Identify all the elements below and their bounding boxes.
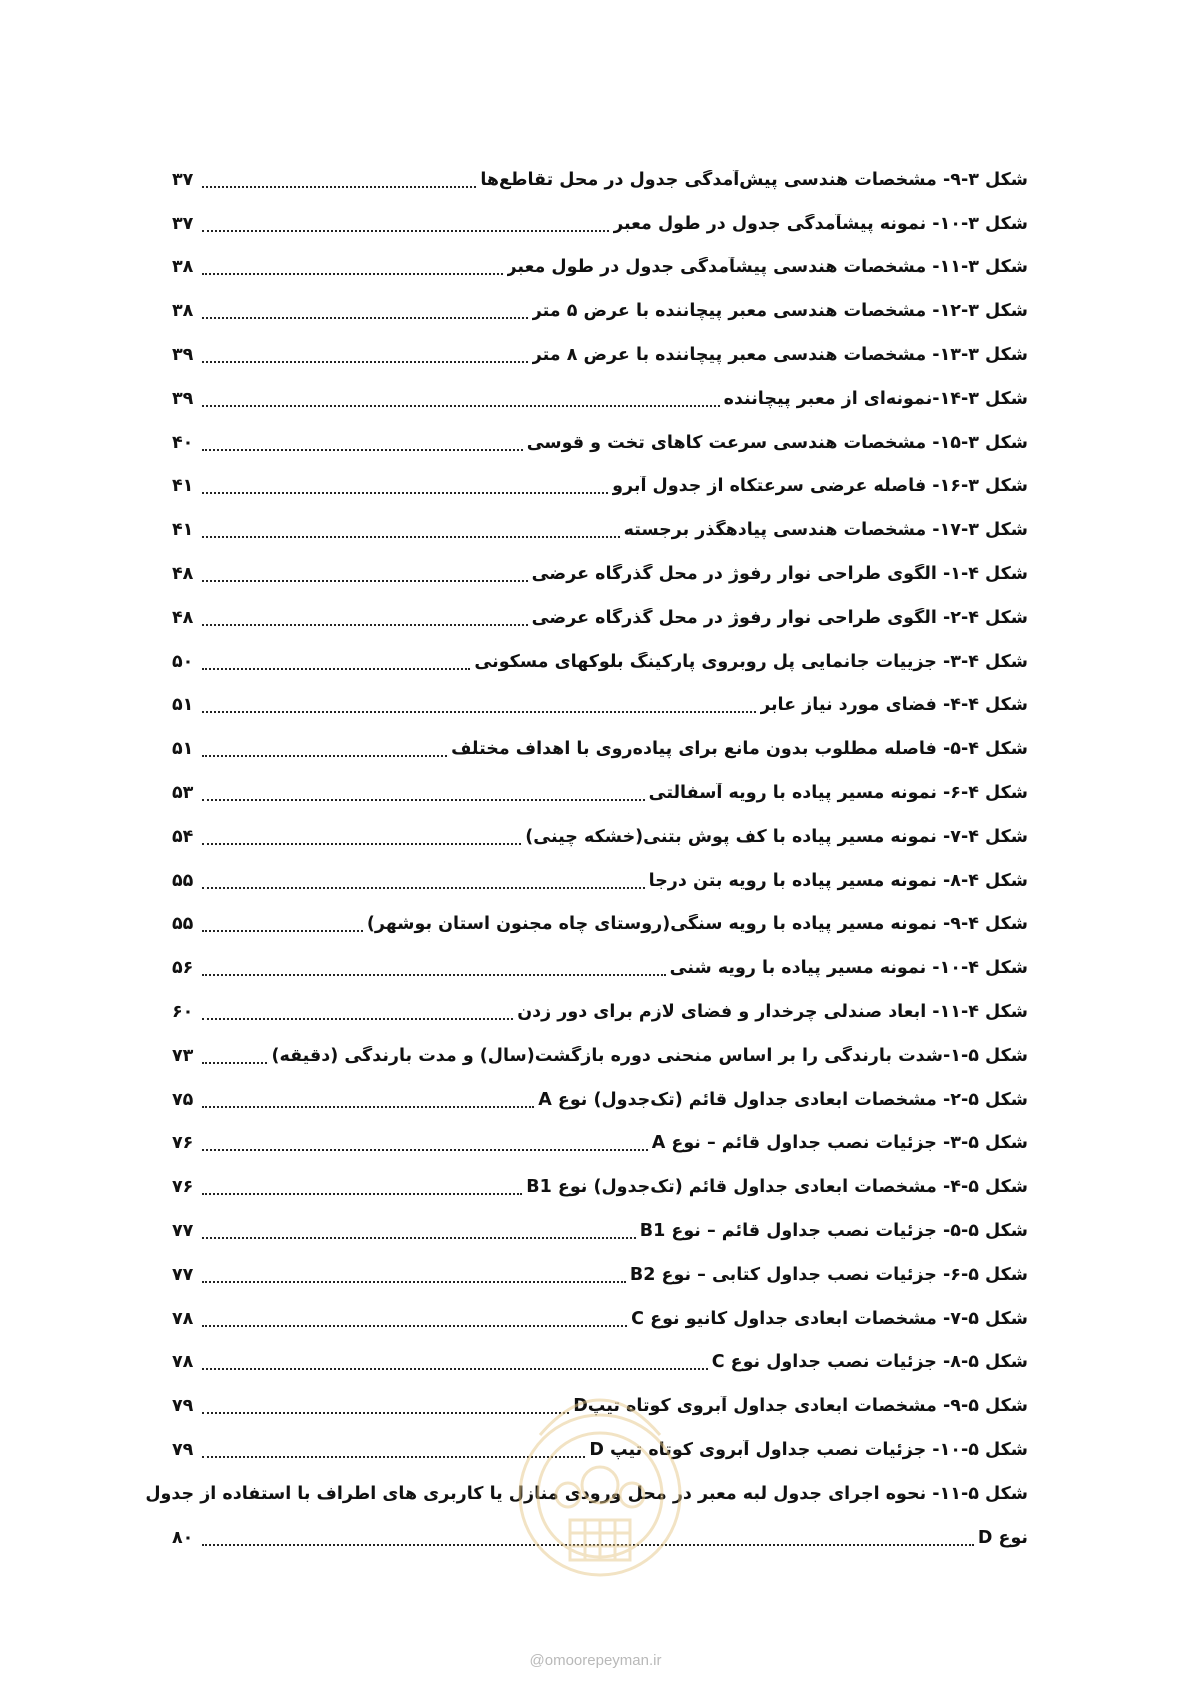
entry-page-number: ۷۶ — [172, 1177, 194, 1198]
entry-page-number: ۴۸ — [172, 564, 194, 585]
dot-leader — [202, 212, 609, 232]
entry-title: شکل ۵-۴- مشخصات ابعادی جداول قائم (تک‌جدول) نوع B1 — [526, 1177, 1028, 1198]
dot-leader — [202, 1263, 626, 1283]
dot-leader — [202, 1131, 648, 1151]
entry-title: شکل ۵-۷- مشخصات ابعادی جداول کانیو نوع C — [631, 1308, 1028, 1329]
dot-leader — [202, 693, 756, 713]
entry-title: شکل ۳-۱۶- فاصله عرضی سرعتکاه از جدول آبرو — [612, 476, 1028, 497]
entry-title: شکل ۴-۱۱- ابعاد صندلی چرخدار و فضای لازم برای دور زدن — [517, 1002, 1028, 1023]
dot-leader — [202, 474, 608, 494]
entry-page-number: ۳۸ — [172, 257, 194, 278]
entry-title: شکل ۴-۳- جزییات جانمایی پل روبروی پارکینگ بلوکهای مسکونی — [474, 651, 1028, 672]
entry-page-number: ۷۷ — [172, 1221, 194, 1242]
toc-entry[interactable] — [172, 552, 1028, 596]
entry-page-number: ۵۶ — [172, 958, 194, 979]
entry-page-number: ۵۵ — [172, 914, 194, 935]
entry-page-number: ۵۰ — [172, 651, 194, 672]
entry-page-number: ۴۱ — [172, 520, 194, 541]
entry-title: شکل ۴-۱- الگوی طراحی نوار رفوژ در محل گذرگاه عرضی — [531, 564, 1028, 585]
dot-leader — [202, 562, 528, 582]
toc-entry[interactable] — [172, 202, 1028, 246]
dot-leader — [202, 168, 476, 188]
entry-page-number: ۳۹ — [172, 345, 194, 366]
entry-page-number: ۷۸ — [172, 1308, 194, 1329]
dot-leader — [202, 869, 645, 889]
dot-leader — [202, 299, 528, 319]
toc-entry[interactable] — [172, 333, 1028, 377]
entry-page-number: ۵۳ — [172, 783, 194, 804]
dot-leader — [202, 1088, 534, 1108]
entry-title: شکل ۴-۲- الگوی طراحی نوار رفوژ در محل گذرگاه عرضی — [531, 607, 1028, 628]
entry-page-number: ۳۸ — [172, 301, 194, 322]
toc-entry[interactable] — [172, 1165, 1028, 1209]
entry-page-number: ۶۰ — [172, 1002, 194, 1023]
toc-entry[interactable] — [172, 1034, 1028, 1078]
toc-entry[interactable] — [172, 158, 1028, 202]
entry-page-number: ۷۳ — [172, 1045, 194, 1066]
toc-entry[interactable] — [172, 1122, 1028, 1166]
dot-leader — [202, 1044, 267, 1064]
entry-title: شکل ۴-۱۰- نمونه مسیر پیاده با رویه شنی — [669, 958, 1028, 979]
toc-entry[interactable] — [172, 815, 1028, 859]
toc-entry[interactable] — [172, 684, 1028, 728]
toc-entry[interactable] — [172, 1209, 1028, 1253]
dot-leader — [202, 737, 447, 757]
toc-entry[interactable] — [172, 1253, 1028, 1297]
dot-leader — [202, 1219, 636, 1239]
dot-leader — [202, 606, 528, 626]
dot-leader — [202, 1175, 522, 1195]
entry-page-number: ۷۷ — [172, 1264, 194, 1285]
entry-title: شکل ۵-۸- جزئیات نصب جداول نوع C — [711, 1352, 1028, 1373]
toc-entry[interactable] — [172, 465, 1028, 509]
entry-title: شکل ۵-۹- مشخصات ابعادی جداول آبروی کوتاه تیپD — [573, 1396, 1028, 1417]
entry-title: شکل ۵-۱۱- نحوه اجرای جدول لبه معبر در محل ورودی منازل یا کاربری های اطراف با استفاده از جدول — [145, 1483, 1028, 1504]
watermark-text: @omoorepeyman.ir — [529, 1652, 662, 1669]
entry-page-number: ۴۸ — [172, 607, 194, 628]
entry-page-number: ۳۷ — [172, 213, 194, 234]
entry-page-number: ۸۰ — [172, 1527, 194, 1548]
toc-entry[interactable] — [172, 246, 1028, 290]
entry-title: شکل ۴-۸- نمونه مسیر پیاده با رویه بتن درجا — [648, 870, 1028, 891]
entry-title: شکل ۳-۱۲- مشخصات هندسی معبر پیچاننده با عرض ۵ متر — [531, 301, 1028, 322]
dot-leader — [202, 912, 363, 932]
toc-entry[interactable] — [172, 1297, 1028, 1341]
toc-entry[interactable] — [172, 596, 1028, 640]
entry-title: شکل ۵-۱۰- جزئیات نصب جداول آبروی کوتاه تیپ D — [589, 1440, 1028, 1460]
dot-leader — [202, 956, 666, 976]
entry-page-number: ۳۹ — [172, 388, 194, 409]
entry-page-number: ۷۸ — [172, 1352, 194, 1373]
entry-title: شکل ۳-۱۷- مشخصات هندسی پیادهگذر برجسته — [623, 520, 1028, 541]
toc-entry[interactable] — [172, 421, 1028, 465]
entry-page-number: ۴۰ — [172, 432, 194, 453]
entry-title: شکل ۳-۱۵- مشخصات هندسی سرعت کاهای تخت و قوسی — [526, 432, 1028, 453]
toc-entry[interactable] — [172, 990, 1028, 1034]
toc-entry[interactable] — [172, 946, 1028, 990]
entry-page-number: ۷۶ — [172, 1133, 194, 1154]
toc-entry[interactable] — [172, 771, 1028, 815]
entry-title: شکل ۳-۱۰- نمونه پیشآمدگی جدول در طول معبر — [613, 213, 1028, 234]
seal-logo-icon — [500, 1345, 700, 1595]
entry-page-number: ۷۹ — [172, 1396, 194, 1417]
dot-leader — [202, 1000, 513, 1020]
toc-entry[interactable] — [172, 727, 1028, 771]
entry-page-number: ۴۱ — [172, 476, 194, 497]
dot-leader — [202, 431, 523, 451]
toc-entry[interactable] — [172, 903, 1028, 947]
entry-page-number: ۵۱ — [172, 739, 194, 760]
entry-title: شکل ۵-۳- جزئیات نصب جداول قائم – نوع A — [651, 1133, 1028, 1154]
dot-leader — [202, 387, 720, 407]
entry-title: شکل ۳-۹- مشخصات هندسی پیش‌آمدگی جدول در محل تقاطع‌ها — [480, 169, 1028, 190]
entry-page-number: ۷۹ — [172, 1440, 194, 1460]
entry-title: شکل ۳-۱۳- مشخصات هندسی معبر پیچاننده با عرض ۸ متر — [531, 345, 1028, 366]
dot-leader — [202, 518, 620, 538]
dot-leader — [202, 255, 503, 275]
dot-leader — [202, 650, 470, 670]
toc-entry[interactable] — [172, 289, 1028, 333]
toc-entry[interactable] — [172, 859, 1028, 903]
entry-title: شکل ۴-۵- فاصله مطلوب بدون مانع برای پیاده‌روی با اهداف مختلف — [451, 739, 1028, 760]
entry-title: شکل ۵-۵- جزئیات نصب جداول قائم – نوع B1 — [639, 1221, 1028, 1242]
dot-leader — [202, 825, 521, 845]
entry-title: شکل ۴-۹- نمونه مسیر پیاده با رویه سنگی(روستای چاه مجنون استان بوشهر) — [366, 914, 1028, 935]
dot-leader — [202, 343, 528, 363]
toc-entry[interactable] — [172, 640, 1028, 684]
entry-page-number: ۵۴ — [172, 826, 194, 847]
entry-page-number: ۵۱ — [172, 695, 194, 716]
entry-title: شکل ۵-۲- مشخصات ابعادی جداول قائم (تک‌جدول) نوع A — [538, 1089, 1028, 1110]
entry-title: نوع D — [977, 1527, 1028, 1548]
entry-page-number: ۵۵ — [172, 870, 194, 891]
entry-page-number: ۷۵ — [172, 1089, 194, 1110]
entry-title: شکل ۴-۷- نمونه مسیر پیاده با کف پوش بتنی(خشکه چینی) — [525, 826, 1028, 847]
toc-entry[interactable] — [172, 1078, 1028, 1122]
entry-title: شکل ۴-۴- فضای مورد نیاز عابر — [760, 695, 1028, 716]
toc-entry[interactable] — [172, 508, 1028, 552]
entry-title: شکل ۵-۱-شدت بارندگی را بر اساس منحنی دوره بازگشت(سال) و مدت بارندگی (دقیقه) — [271, 1045, 1028, 1066]
entry-title: شکل ۵-۶- جزئیات نصب جداول کتابی – نوع B2 — [629, 1264, 1028, 1285]
entry-title: شکل ۳-۱۴-نمونه‌ای از معبر پیچاننده — [723, 388, 1028, 409]
toc-entry[interactable] — [172, 377, 1028, 421]
entry-title: شکل ۳-۱۱- مشخصات هندسی پیشآمدگی جدول در طول معبر — [506, 257, 1028, 278]
dot-leader — [202, 781, 645, 801]
dot-leader — [202, 1307, 627, 1327]
entry-title: شکل ۴-۶- نمونه مسیر پیاده با رویه آسفالتی — [648, 783, 1028, 804]
entry-page-number: ۳۷ — [172, 169, 194, 190]
